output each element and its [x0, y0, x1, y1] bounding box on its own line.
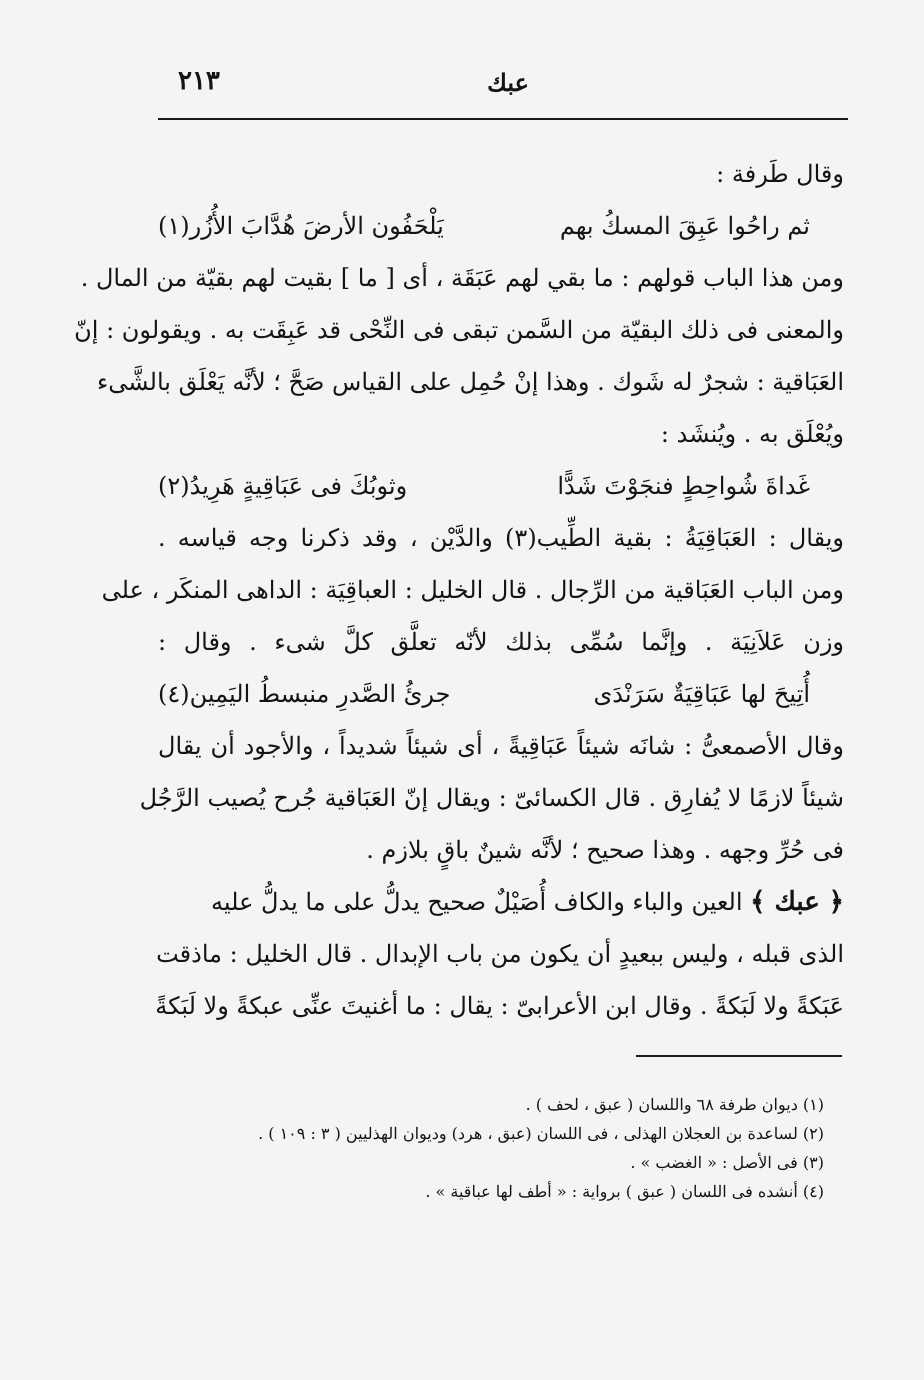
text-line: وقال الأصمعىُّ : شانَه شيئاً عَبَاقِيةً ، أى شيئاً شديداً ، والأجود أن يقال	[158, 732, 844, 760]
text-line: عَبَكةً ولا لَبَكةً . وقال ابن الأعرابىّ : يقال : ما أغنيتَ عنِّى عبكةً ولا لَبَكةً	[155, 992, 844, 1020]
verse-hemistich-left: يَلْحَفُون الأرضَ هُدَّابَ الأُزُر(١)	[158, 212, 444, 240]
footnotes	[158, 1090, 824, 1206]
verse-hemistich-left: وثوبُكَ فى عَبَاقِيةٍ هَرِيدُ(٢)	[158, 472, 408, 500]
page-title: عبك	[487, 68, 529, 97]
text-line: الذى قبله ، وليس ببعيدٍ أن يكون من باب الإبدال . قال الخليل : ماذقت	[156, 940, 844, 968]
text-line: فى حُرِّ وجهه . وهذا صحيح ؛ لأنَّه شينٌ باقٍ بلازم .	[366, 836, 844, 864]
footnote: (٤) أنشده فى اللسان ( عبق ) برواية : « أطف لها عباقية » .	[425, 1182, 824, 1201]
footnote: (٢) لساعدة بن العجلان الهذلى ، فى اللسان (عبق ، هرد) وديوان الهذليين ( ٣ : ١٠٩ ) .	[258, 1124, 824, 1143]
text-line: وزن عَلاَنِيَة . وإنَّما سُمِّى بذلك لأنّه تعلَّق كلَّ شىء . وقال :	[158, 628, 844, 656]
entry-text: العين والباء والكاف أُصَيْلٌ صحيح يدلُّ على ما يدلُّ عليه	[211, 888, 743, 916]
verse-hemistich-right: أُتِيحَ لها عَبَاقِيَةٌ سَرَنْدَى	[593, 680, 810, 708]
verse-line	[158, 668, 844, 720]
text-line: والمعنى فى ذلك البقيّة من السَّمن تبقى فى النِّحْى قد عَبِقَت به . ويقولون : إنّ	[74, 316, 844, 344]
entry-headword: ﴿ عبك ﴾	[750, 887, 844, 917]
footnote: (١) ديوان طرفة ٦٨ واللسان ( عبق ، لحف ) .	[525, 1095, 824, 1114]
text-line: ويقال : العَبَاقِيَةُ : بقية الطِّيب(٣) والدَّيْن ، وقد ذكرنا وجه قياسه .	[158, 524, 845, 552]
verse-line	[158, 200, 844, 252]
verse-line	[158, 460, 844, 512]
page-number: ٢١٣	[178, 66, 220, 96]
verse-hemistich-right: ثم راحُوا عَبِقَ المسكُ بهم	[559, 212, 810, 240]
text-line: ومن هذا الباب قولهم : ما بقي لهم عَبَقَة ، أى [ ما ] بقيت لهم بقيّة من المال .	[80, 264, 844, 292]
text-line: ويُعْلَق به . ويُنشَد :	[660, 420, 844, 448]
running-header	[158, 60, 848, 120]
footnote-divider	[636, 1055, 842, 1057]
text-line: العَبَاقية : شجرٌ له شَوك . وهذا إنْ حُمِل على القياس صَحَّ ؛ لأنَّه يَعْلَق بالشَّىء	[96, 368, 844, 396]
verse-hemistich-right: غَداةَ شُواحِطٍ فنجَوْتَ شَدًّا	[557, 472, 810, 500]
verse-hemistich-left: جرئُ الصَّدرِ منبسطُ اليَمِين(٤)	[158, 680, 451, 708]
text-line: شيئاً لازمًا لا يُفارِق . قال الكسائىّ : ويقال إنّ العَبَاقية جُرح يُصيب الرَّجُل	[139, 784, 844, 812]
main-text	[74, 148, 845, 1032]
entry-line	[158, 876, 844, 928]
footnote: (٣) فى الأصل : « الغضب » .	[630, 1153, 824, 1172]
text-line: وقال طَرفة :	[716, 160, 844, 188]
text-line: ومن الباب العَبَاقية من الرِّجال . قال الخليل : العباقِيَة : الداهى المنكَر ، على	[101, 576, 844, 604]
